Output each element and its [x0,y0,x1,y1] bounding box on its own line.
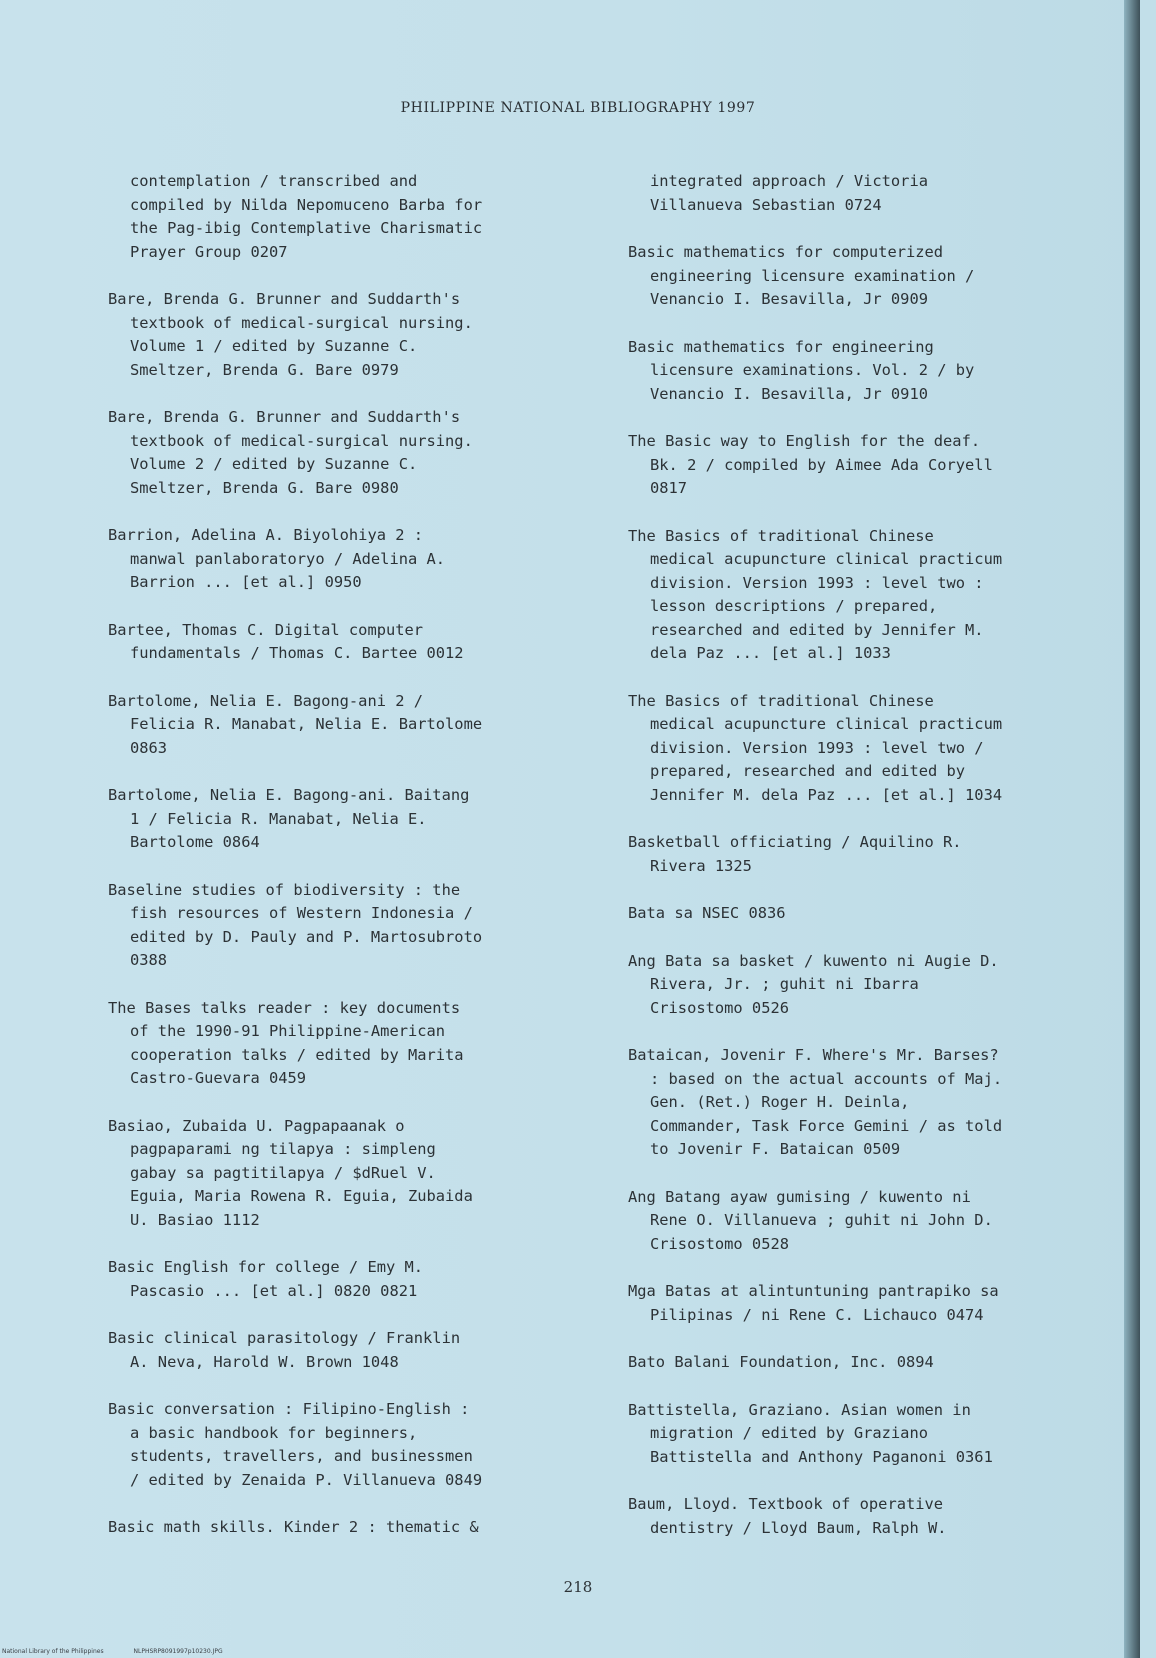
bib-entry: Basic English for college / Emy M. Pascasio ... [et al.] 0820 0821 [108,1258,424,1300]
bib-entry: Bare, Brenda G. Brunner and Suddarth's textbook of medical-surgical nursing. Volume 1 / edited by Suzanne C. Smeltzer, Brenda G. Bare 0979 [108,290,473,379]
bib-entry: Bartee, Thomas C. Digital computer fundamentals / Thomas C. Bartee 0012 [108,620,464,662]
bib-entry: Bare, Brenda G. Brunner and Suddarth's textbook of medical-surgical nursing. Volume 2 / edited by Suzanne C. Smeltzer, Brenda G. Bare 0980 [108,408,473,497]
bib-entry: integrated approach / Victoria Villanueva Sebastian 0724 [650,172,928,214]
page-number: 218 [563,1578,593,1596]
page-edge-shadow [1124,0,1140,1658]
bib-entry: Basic clinical parasitology / Franklin A. Neva, Harold W. Brown 1048 [108,1329,461,1371]
bib-entry: Bataican, Jovenir F. Where's Mr. Barses? : based on the actual accounts of Maj. Gen. (Ret.) Roger H. Deinla, Commander, Task Force Gemini / as told to Jovenir F. Bataican 0509 [628,1046,1003,1158]
page-header: PHILIPPINE NATIONAL BIBLIOGRAPHY 1997 [400,100,756,116]
bib-entry: The Basics of traditional Chinese medical acupuncture clinical practicum division. Version 1993 : level two : lesson descriptions / prepared, researched and edited by Jennifer M. dela Paz ... [et al.] 1033 [628,526,1003,662]
bib-entry: Ang Batang ayaw gumising / kuwento ni Rene O. Villanueva ; guhit ni John D. Crisostomo 0528 [628,1187,993,1253]
bib-entry: Basic mathematics for engineering licensure examinations. Vol. 2 / by Venancio I. Besavilla, Jr 0910 [628,337,975,403]
bib-entry: Basic conversation : Filipino-English : a basic handbook for beginners, students, travellers, and businessmen / edited by Zenaida P. Villanueva 0849 [108,1400,483,1489]
bib-entry: Mga Batas at alintuntuning pantrapiko sa Pilipinas / ni Rene C. Lichauco 0474 [628,1282,999,1324]
bib-entry: Barrion, Adelina A. Biyolohiya 2 : manwal panlaboratoryo / Adelina A. Barrion ... [et al.] 0950 [108,526,446,591]
bib-entry: Bata sa NSEC 0836 [628,904,786,922]
bib-entry: Baseline studies of biodiversity : the fish resources of Western Indonesia / edited by D. Pauly and P. Martosubroto 0388 [108,880,483,969]
bib-entry: Bartolome, Nelia E. Bagong-ani. Baitang 1 / Felicia R. Manabat, Nelia E. Bartolome 0864 [108,786,470,851]
bib-entry: Baum, Lloyd. Textbook of operative dentistry / Lloyd Baum, Ralph W. [628,1495,947,1537]
bib-entry: Bato Balani Foundation, Inc. 0894 [628,1353,934,1371]
scan-footer [2,1648,251,1655]
left-column [108,170,588,1564]
bib-entry: Battistella, Graziano. Asian women in migration / edited by Graziano Battistella and Anthony Paganoni 0361 [628,1400,993,1466]
bib-entry: Bartolome, Nelia E. Bagong-ani 2 / Felicia R. Manabat, Nelia E. Bartolome 0863 [108,691,483,757]
footer-library: National Library of the Philippines [2,1648,104,1655]
bib-entry: The Basic way to English for the deaf. Bk. 2 / compiled by Aimee Ada Coryell 0817 [628,432,993,497]
bib-entry: The Bases talks reader : key documents of the 1990-91 Philippine-American cooperation talks / edited by Marita Castro-Guevara 0459 [108,998,464,1087]
bib-entry: Basic mathematics for computerized engineering licensure examination / Venancio I. Besavilla, Jr 0909 [628,243,975,308]
bib-entry: Basiao, Zubaida U. Pagpapaanak o pagpaparami ng tilapya : simpleng gabay sa pagtitilapya / $dRuel V. Eguia, Maria Rowena R. Eguia, Zubaida U. Basiao 1112 [108,1116,473,1229]
footer-filename: NLPHSRP8091997p10230.JPG [133,1648,223,1655]
right-column [628,170,1108,1564]
bib-entry: The Basics of traditional Chinese medical acupuncture clinical practicum division. Version 1993 : level two / prepared, researched and edited by Jennifer M. dela Paz ... [et al.] 1034 [628,691,1003,804]
bib-entry: Ang Bata sa basket / kuwento ni Augie D. Rivera, Jr. ; guhit ni Ibarra Crisostomo 0526 [628,951,999,1017]
bib-entry: contemplation / transcribed and compiled by Nilda Nepomuceno Barba for the Pag-ibig Contemplative Charismatic Prayer Group 0207 [130,172,483,261]
bib-entry: Basketball officiating / Aquilino R. Rivera 1325 [628,833,962,875]
bib-entry: Basic math skills. Kinder 2 : thematic & [108,1518,479,1536]
